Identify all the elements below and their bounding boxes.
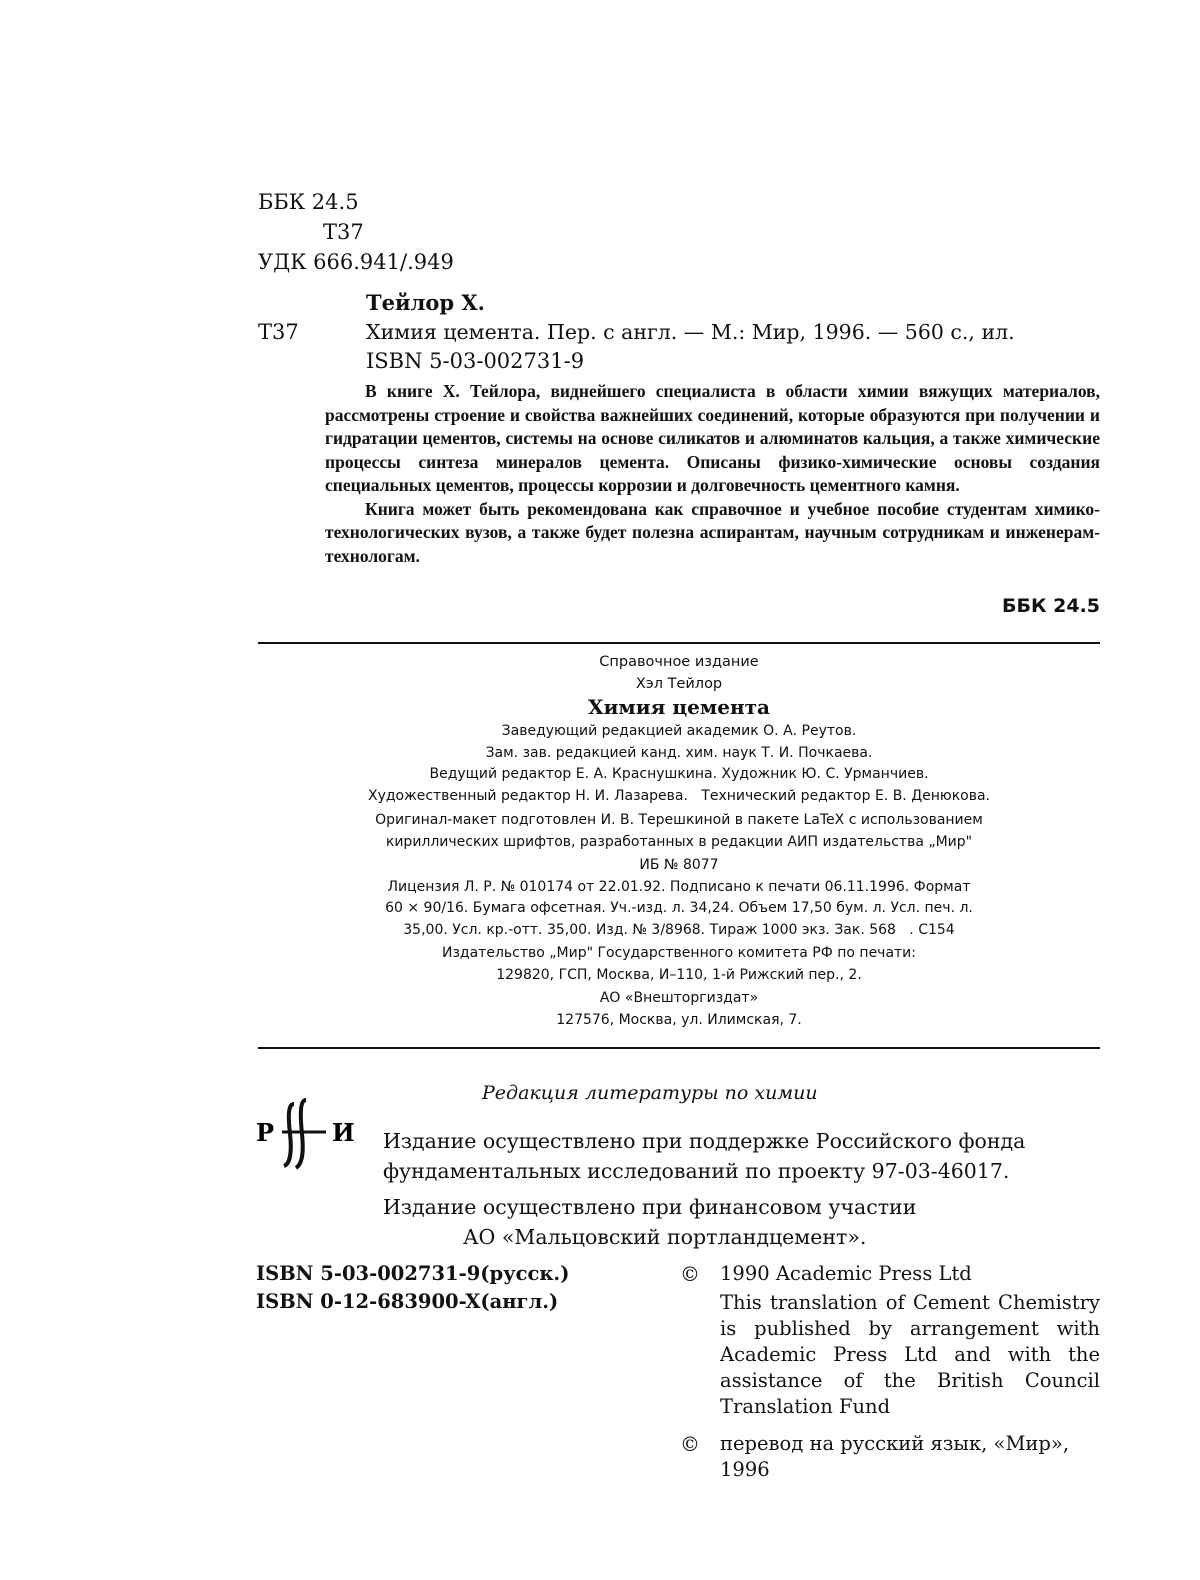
support-line-1: Издание осуществлено при поддержке Российского фонда <box>383 1129 1026 1153</box>
imprint-line: 127576, Москва, ул. Илимская, 7. <box>556 1011 802 1028</box>
imprint-line: Оригинал-макет подготовлен И. В. Терешкиной в пакете LaTeX с использованием <box>375 812 983 828</box>
isbn-english: ISBN 0-12-683900-X(англ.) <box>256 1290 559 1313</box>
catalog-title: Химия цемента. Пер. с англ. — М.: Мир, 1996. — 560 с., ил. <box>366 320 1015 344</box>
divider-bottom <box>258 1047 1100 1049</box>
department: Редакция литературы по химии <box>482 1082 818 1104</box>
imprint-line: АО «Внешторгиздат» <box>599 990 759 1006</box>
edition-type: Справочное издание <box>599 654 759 670</box>
support-line-2: фундаментальных исследований по проекту 97-03-46017. <box>383 1159 1010 1183</box>
udk-code: УДК 666.941/.949 <box>258 250 454 274</box>
imprint-line: Ведущий редактор Е. А. Краснушкина. Художник Ю. С. Урманчиев. <box>429 766 929 782</box>
imprint-line: 35,00. Усл. кр.-отт. 35,00. Изд. № 3/8968. Тираж 1000 экз. Зак. 568 . С154 <box>403 921 955 938</box>
copyright-icon: © <box>680 1262 700 1286</box>
finance-line-1: Издание осуществлено при финансовом участии <box>383 1195 917 1219</box>
rffi-logo-icon <box>256 1094 366 1174</box>
imprint-line: 60 × 90/16. Бумага офсетная. Уч.-изд. л. 34,24. Объем 17,50 бум. л. Усл. печ. л. <box>385 900 973 916</box>
imprint-line: Лицензия Л. Р. № 010174 от 22.01.92. Подписано к печати 06.11.1996. Формат <box>387 878 971 895</box>
imprint-title: Химия цемента <box>588 695 770 719</box>
copyright-body: This translation of Cement Chemistry is published by arrangement with Academic Press Ltd and with the assistance of the British Council Translation Fund <box>720 1291 1100 1418</box>
copyright-publisher: 1990 Academic Press Ltd <box>720 1262 972 1285</box>
svg-text:И: И <box>332 1118 355 1147</box>
annotation <box>325 380 1100 568</box>
finance-line-2: АО «Мальцовский портландцемент». <box>463 1225 867 1249</box>
divider-top <box>258 642 1100 644</box>
imprint-line: Издательство „Мир" Государственного комитета РФ по печати: <box>442 945 916 961</box>
imprint <box>258 652 1100 1031</box>
catalog-isbn: ISBN 5-03-002731-9 <box>366 349 585 373</box>
copyright-year: 1996 <box>720 1458 770 1481</box>
bbk-code: ББК 24.5 <box>258 190 359 214</box>
finance-text <box>383 1192 916 1252</box>
imprint-line: Заведующий редакцией академик О. А. Реутов. <box>501 723 857 739</box>
annotation-paragraph-1: В книге Х. Тейлора, виднейшего специалиста в области химии вяжущих материалов, рассмотрены строение и свойства важнейших соединений, которые образуются при получении и гидратации цементов, системы на основе силикатов и алюминатов кальция, а также химические процессы синтеза минералов цемента. Описаны физико-химические основы создания специальных цементов, процессы коррозии и долговечность цементного камня. <box>325 381 1100 495</box>
svg-text:Р: Р <box>256 1118 275 1147</box>
catalog-mark: Т37 <box>258 320 299 344</box>
isbn-russian: ISBN 5-03-002731-9(русск.) <box>256 1262 570 1285</box>
support-text <box>383 1126 1025 1186</box>
imprint-line: ИБ № 8077 <box>639 857 719 873</box>
annotation-paragraph-2: Книга может быть рекомендована как справочное и учебное пособие студентам химико-технологических вузов, а также будет полезна аспирантам, научным сотрудникам и инженерам-технологам. <box>325 498 1100 566</box>
imprint-line: Зам. зав. редакцией канд. хим. наук Т. И. Почкаева. <box>485 744 873 761</box>
imprint-line: кириллических шрифтов, разработанных в редакции АИП издательства „Мир" <box>385 833 973 850</box>
imprint-line: 129820, ГСП, Москва, И–110, 1-й Рижский пер., 2. <box>496 966 862 983</box>
catalog-author: Тейлор Х. <box>366 290 485 315</box>
author-mark: Т37 <box>323 220 364 244</box>
imprint-author: Хэл Тейлор <box>635 675 723 692</box>
imprint-line: Художественный редактор Н. И. Лазарева. Технический редактор Е. В. Денюкова. <box>367 787 990 804</box>
annotation-bbk: ББК 24.5 <box>1002 595 1100 617</box>
copyright-icon: © <box>680 1432 700 1456</box>
copyright-translation: перевод на русский язык, «Мир», <box>720 1432 1070 1455</box>
